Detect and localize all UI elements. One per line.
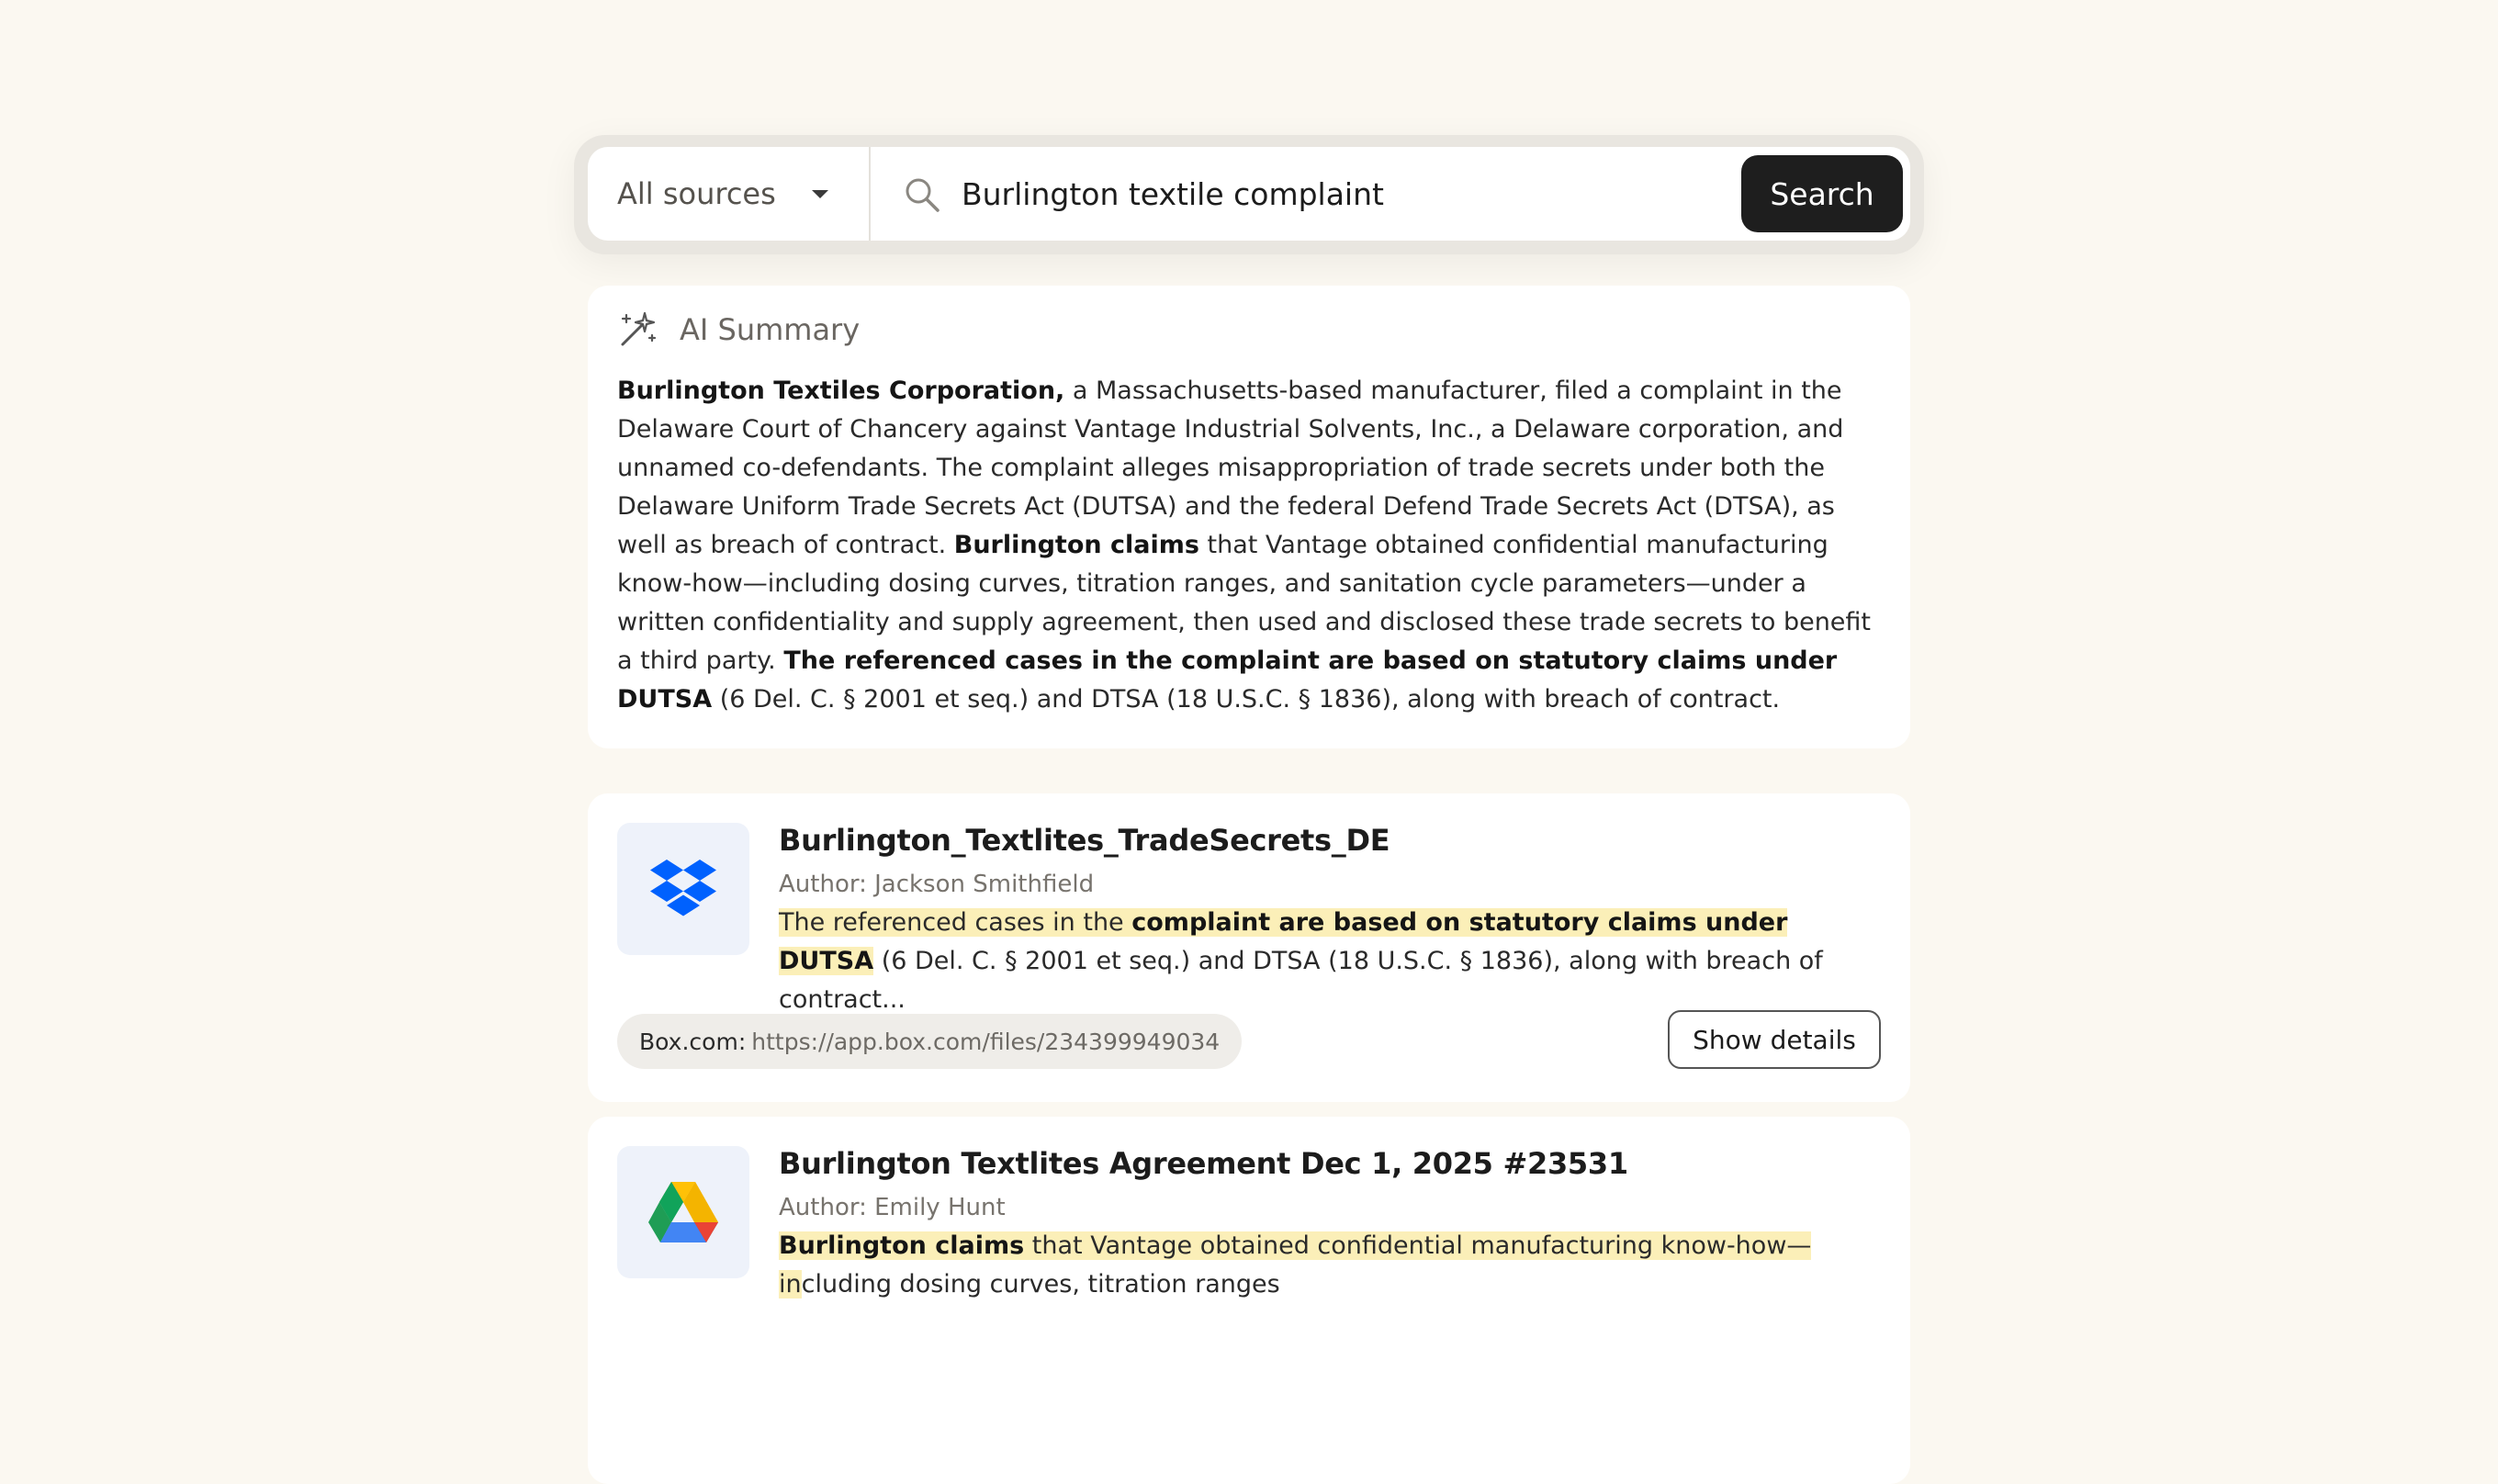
result-snippet bbox=[779, 904, 1881, 1019]
ai-summary-header bbox=[617, 308, 1881, 352]
show-details-button[interactable]: Show details bbox=[1668, 1010, 1881, 1069]
search-input[interactable] bbox=[962, 169, 1724, 219]
result-card[interactable] bbox=[588, 1117, 1910, 1484]
summary-text-span: that Vantage obtained confidential manufacturing know-how—including dosing curves, titration ranges, and sanitation cycle parameters—under a written confidentiality and supply agreement, then used and disclosed these trade secrets to benefit a third party. bbox=[617, 531, 1872, 675]
result-thumbnail bbox=[617, 823, 749, 955]
ai-summary-title: AI Summary bbox=[680, 312, 861, 347]
source-dropdown[interactable] bbox=[588, 147, 871, 241]
snippet-rest: (6 Del. C. § 2001 et seq.) and DTSA (18 U.S.C. § 1836), along with breach of contract... bbox=[779, 947, 1823, 1014]
result-title[interactable]: Burlington Textlites Agreement Dec 1, 2025 #23531 bbox=[779, 1146, 1628, 1181]
result-title[interactable]: Burlington_Textlites_TradeSecrets_DE bbox=[779, 823, 1390, 858]
summary-bold-span: Burlington claims bbox=[953, 531, 1199, 559]
snippet-highlight-text: that Vantage obtained confidential manufacturing know-how—in bbox=[779, 1231, 1812, 1298]
summary-text-span: a Massachusetts-based manufacturer, filed a complaint in the Delaware Court of Chancery against Vantage Industrial Solvents, Inc., a Delaware corporation, and unnamed co-defendants. The complaint alleges misappropriation of trade secrets under both the Delaware Uniform Trade Secrets Act (DUTSA) and the federal Defend Trade Secrets Act (DTSA), as well as breach of contract. bbox=[617, 377, 1844, 559]
result-snippet bbox=[779, 1227, 1881, 1304]
result-thumbnail bbox=[617, 1146, 749, 1278]
search-icon bbox=[902, 174, 942, 215]
source-link-pill[interactable] bbox=[617, 1014, 1242, 1069]
source-name: Box.com: bbox=[639, 1028, 747, 1055]
search-bar bbox=[588, 147, 1910, 241]
result-card[interactable] bbox=[588, 793, 1910, 1102]
ai-summary-card bbox=[588, 286, 1910, 748]
ai-summary-text bbox=[617, 372, 1885, 719]
source-url[interactable]: https://app.box.com/files/234399949034 bbox=[751, 1028, 1221, 1055]
snippet-rest: cluding dosing curves, titration ranges bbox=[801, 1270, 1280, 1298]
summary-bold-span: The referenced cases in the complaint are based on statutory claims under DUTSA bbox=[617, 646, 1838, 714]
snippet-highlight-text: The referenced cases in the bbox=[779, 908, 1132, 937]
search-button[interactable]: Search bbox=[1741, 155, 1903, 232]
caret-down-icon bbox=[812, 190, 828, 198]
google-drive-icon bbox=[648, 1182, 718, 1242]
snippet-highlight-bold: Burlington claims bbox=[779, 1231, 1025, 1260]
dropbox-icon bbox=[650, 860, 716, 918]
result-author: Author: Emily Hunt bbox=[779, 1194, 1006, 1221]
result-author: Author: Jackson Smithfield bbox=[779, 871, 1095, 898]
source-dropdown-label: All sources bbox=[617, 176, 776, 211]
snippet-highlight-bold: complaint are based on statutory claims under DUTSA bbox=[779, 908, 1788, 975]
summary-bold-span: Burlington Textiles Corporation, bbox=[617, 377, 1065, 405]
summary-text-span: (6 Del. C. § 2001 et seq.) and DTSA (18 U.S.C. § 1836), along with breach of contract. bbox=[712, 685, 1781, 714]
magic-wand-icon bbox=[617, 309, 658, 350]
